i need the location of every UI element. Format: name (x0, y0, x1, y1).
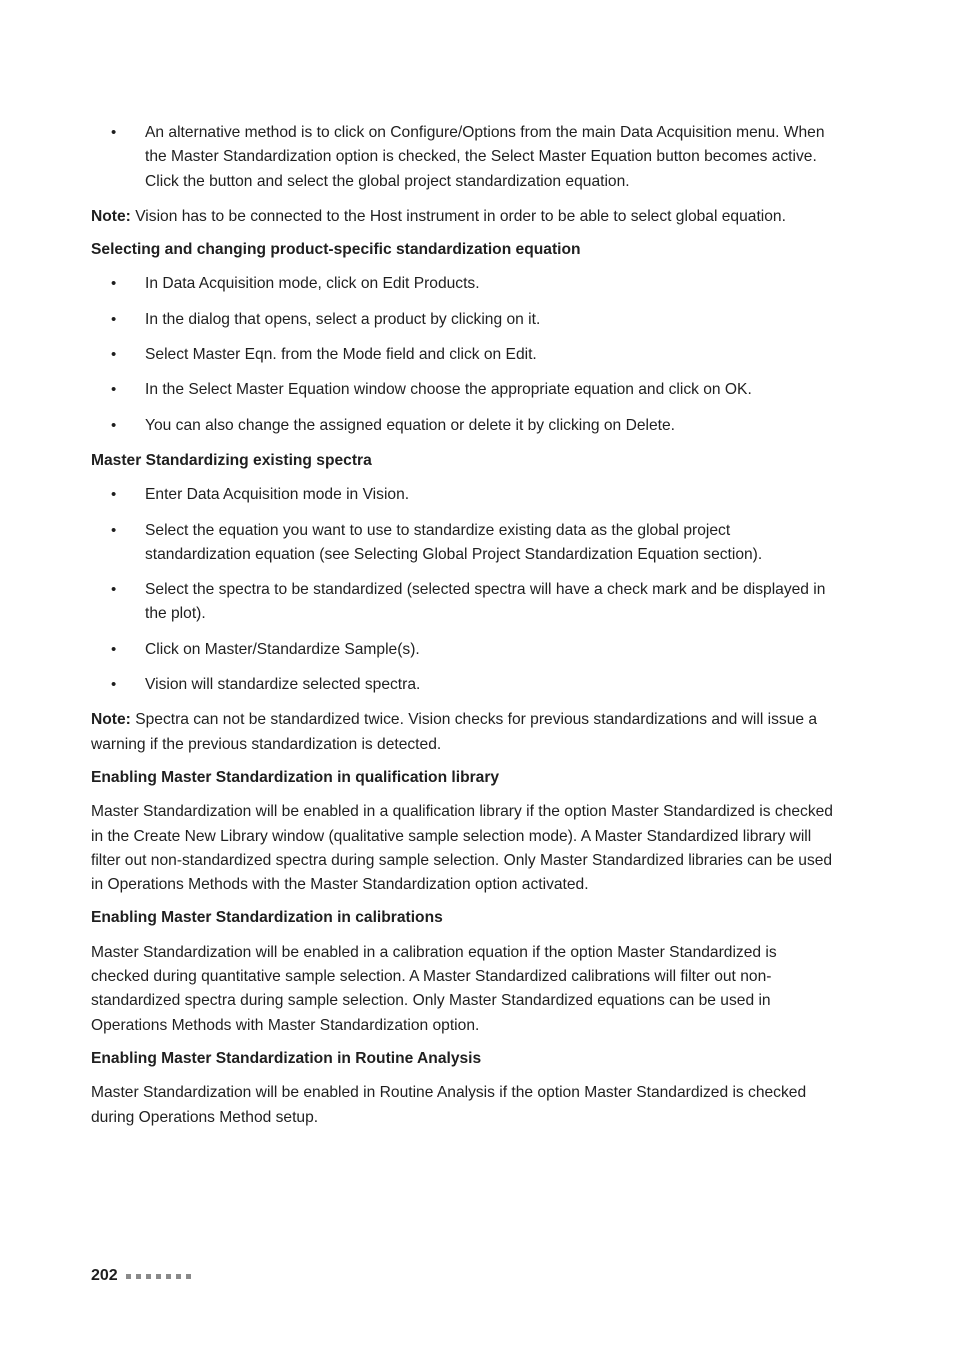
list-item-text: Select Master Eqn. from the Mode field and click on Edit. (145, 346, 537, 364)
bullet-icon: • (111, 416, 117, 434)
list-item-text: Click on Master/Standardize Sample(s). (145, 640, 420, 658)
list-item-text: Select the equation you want to use to standardize existing data as the global project standardization equation (see Selecting Global Project Standardization Equation section). (145, 521, 763, 563)
list-item (91, 673, 839, 697)
list-item (91, 519, 839, 568)
list-item (91, 414, 839, 438)
list-item-text: In the Select Master Equation window choose the appropriate equation and click on OK. (145, 381, 752, 399)
square-dot-icon (126, 1274, 131, 1279)
product-bullet-list (91, 272, 839, 437)
square-dot-icon (166, 1274, 171, 1279)
square-dot-icon (146, 1274, 151, 1279)
section-heading-product: Selecting and changing product-specific standardization equation (91, 241, 581, 259)
section-heading-calibrations: Enabling Master Standardization in calibrations (91, 909, 443, 927)
square-dot-icon (176, 1274, 181, 1279)
list-item (91, 483, 839, 507)
list-item-text: Enter Data Acquisition mode in Vision. (145, 486, 410, 504)
intro-bullet-list (91, 121, 839, 194)
section-body-library: Master Standardization will be enabled in a qualification library if the option Master Standardized is checked in the Create New Library window (qualitative sample selection mode). A Master Standardized library will filter out non-standardized spectra during sample selection. Only Master Standardized libraries can be used in Operations Methods with the Master Standardization option activated. (91, 803, 833, 894)
note-paragraph (91, 205, 839, 229)
list-item (91, 343, 839, 367)
list-item (91, 121, 839, 194)
list-item (91, 272, 839, 296)
list-item (91, 578, 839, 627)
bullet-icon: • (111, 676, 117, 694)
section-body-calibrations: Master Standardization will be enabled in a calibration equation if the option Master Standardized is checked during quantitative sample selection. A Master Standardized calibrations will filter out non-standardized spectra during sample selection. Only Master Standardized equations can be used in Operations Methods with Master Standardization option. (91, 943, 777, 1034)
square-dot-icon (136, 1274, 141, 1279)
note-label: Note: (91, 711, 131, 729)
note-paragraph (91, 708, 839, 757)
document-page (91, 121, 839, 1139)
bullet-icon: • (111, 486, 117, 504)
page-footer (91, 1267, 191, 1285)
bullet-icon: • (111, 275, 117, 293)
square-dot-icon (156, 1274, 161, 1279)
list-item (91, 308, 839, 332)
list-item-text: Vision will standardize selected spectra. (145, 676, 421, 694)
list-item-text: Select the spectra to be standardized (selected spectra will have a check mark and be displayed in the plot). (145, 581, 826, 623)
section-heading-routine: Enabling Master Standardization in Routine Analysis (91, 1049, 482, 1067)
existing-spectra-bullet-list (91, 483, 839, 697)
bullet-icon: • (111, 581, 117, 599)
list-item (91, 378, 839, 402)
bullet-icon: • (111, 346, 117, 364)
list-item-text: You can also change the assigned equation or delete it by clicking on Delete. (145, 416, 675, 434)
note-label: Note: (91, 207, 131, 225)
list-item-text: An alternative method is to click on Configure/Options from the main Data Acquisition menu. When the Master Standardization option is checked, the Select Master Equation button becomes active. Click the button and select the global project standardization equation. (145, 124, 825, 190)
list-item-text: In the dialog that opens, select a product by clicking on it. (145, 310, 541, 328)
bullet-icon: • (111, 381, 117, 399)
footer-dots-decoration (126, 1274, 191, 1279)
bullet-icon: • (111, 310, 117, 328)
square-dot-icon (186, 1274, 191, 1279)
note-text: Spectra can not be standardized twice. Vision checks for previous standardizations and will issue a warning if the previous standardization is detected. (91, 711, 818, 753)
section-heading-library: Enabling Master Standardization in qualification library (91, 768, 500, 786)
section-body-routine: Master Standardization will be enabled in Routine Analysis if the option Master Standardized is checked during Operations Method setup. (91, 1084, 807, 1126)
note-text: Vision has to be connected to the Host instrument in order to be able to select global equation. (130, 207, 786, 225)
bullet-icon: • (111, 521, 117, 539)
list-item-text: In Data Acquisition mode, click on Edit Products. (145, 275, 480, 293)
bullet-icon: • (111, 640, 117, 658)
section-heading-existing-spectra: Master Standardizing existing spectra (91, 451, 372, 469)
bullet-icon: • (111, 124, 117, 141)
page-number: 202 (91, 1267, 118, 1284)
list-item (91, 638, 839, 662)
